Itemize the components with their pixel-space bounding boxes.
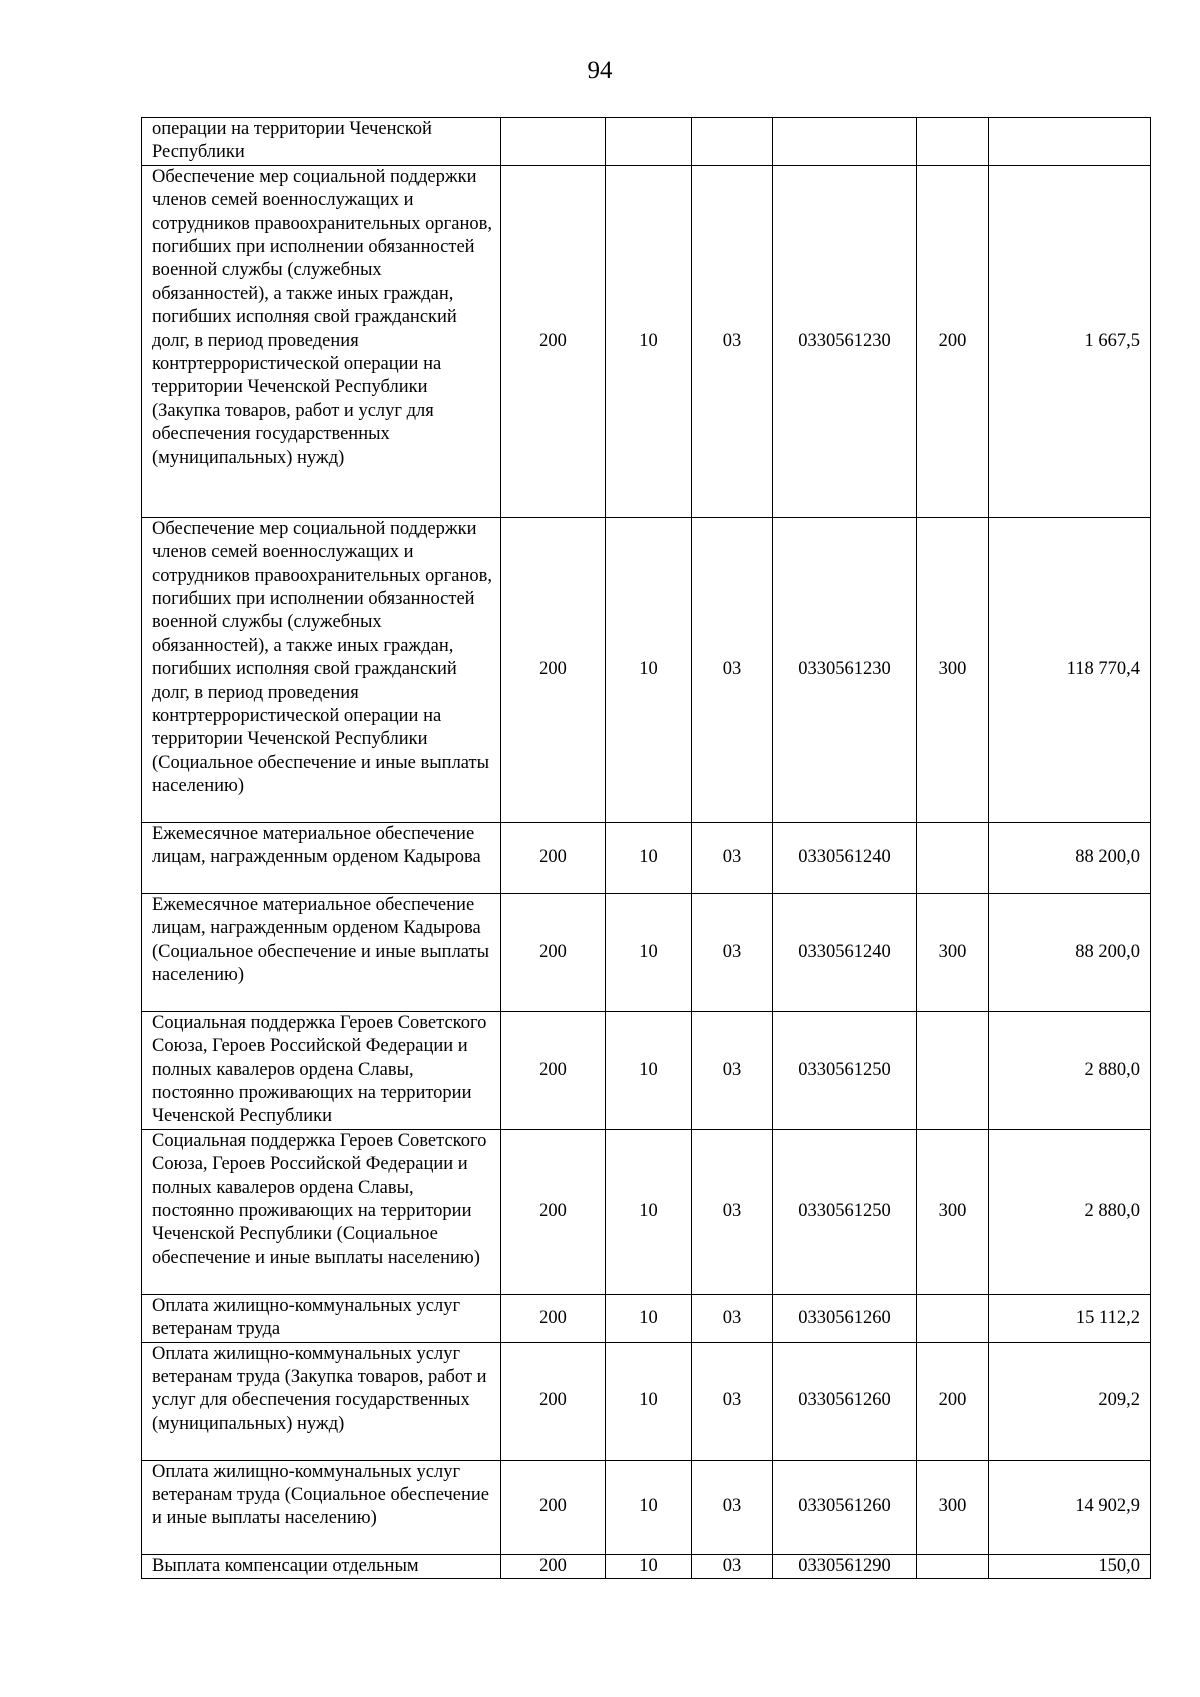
ministry-code: 200 [501, 517, 606, 822]
ministry-code: 200 [501, 1129, 606, 1294]
table-row [142, 1554, 1151, 1578]
table-row [142, 1460, 1151, 1554]
target-code: 0330561260 [773, 1342, 917, 1460]
subsection-code: 03 [692, 1342, 773, 1460]
row-name: Ежемесячное материальное обеспечение лицам, награжденным орденом Кадырова (Социальное обеспечение и иные выплаты населению) [142, 893, 501, 1011]
amount [989, 118, 1151, 166]
ministry-code: 200 [501, 1554, 606, 1578]
subsection-code: 03 [692, 1460, 773, 1554]
row-name: Ежемесячное материальное обеспечение лицам, награжденным орденом Кадырова [142, 822, 501, 893]
section-code: 10 [606, 1554, 692, 1578]
target-code: 0330561240 [773, 822, 917, 893]
subsection-code: 03 [692, 1554, 773, 1578]
amount: 1 667,5 [989, 165, 1151, 517]
expense-type-code: 200 [917, 1342, 989, 1460]
page-number: 94 [587, 57, 613, 84]
row-name: Обеспечение мер социальной поддержки членов семей военнослужащих и сотрудников правоохранительных органов, погибших при исполнении обязанностей военной службы (служебных обязанностей), а также иных граждан, погибших исполняя свой гражданский долг, в период проведения контртеррористической операции на территории Чеченской Республики (Социальное обеспечение и иные выплаты населению) [142, 517, 501, 822]
amount: 209,2 [989, 1342, 1151, 1460]
expense-type-code: 200 [917, 165, 989, 517]
subsection-code: 03 [692, 893, 773, 1011]
table-row [142, 1294, 1151, 1342]
target-code: 0330561260 [773, 1294, 917, 1342]
section-code: 10 [606, 822, 692, 893]
target-code: 0330561230 [773, 517, 917, 822]
expense-type-code: 300 [917, 1129, 989, 1294]
row-name: Социальная поддержка Героев Советского Союза, Героев Российской Федерации и полных кавалеров ордена Славы, постоянно проживающих на территории Чеченской Республики (Социальное обеспечение и иные выплаты населению) [142, 1129, 501, 1294]
row-name: операции на территории Чеченской Республики [142, 118, 501, 166]
subsection-code: 03 [692, 1294, 773, 1342]
row-name: Обеспечение мер социальной поддержки членов семей военнослужащих и сотрудников правоохранительных органов, погибших при исполнении обязанностей военной службы (служебных обязанностей), а также иных граждан, погибших исполняя свой гражданский долг, в период проведения контртеррористической операции на территории Чеченской Республики (Закупка товаров, работ и услуг для обеспечения государственных (муниципальных) нужд) [142, 165, 501, 517]
table-row [142, 893, 1151, 1011]
expense-type-code [917, 822, 989, 893]
table-row [142, 1011, 1151, 1129]
amount: 15 112,2 [989, 1294, 1151, 1342]
expense-type-code [917, 1294, 989, 1342]
section-code: 10 [606, 1011, 692, 1129]
ministry-code: 200 [501, 165, 606, 517]
section-code: 10 [606, 165, 692, 517]
target-code: 0330561290 [773, 1554, 917, 1578]
expense-type-code [917, 1554, 989, 1578]
row-name: Социальная поддержка Героев Советского Союза, Героев Российской Федерации и полных кавалеров ордена Славы, постоянно проживающих на территории Чеченской Республики [142, 1011, 501, 1129]
amount: 2 880,0 [989, 1129, 1151, 1294]
table-row [142, 118, 1151, 166]
budget-table-body [142, 118, 1151, 1579]
section-code: 10 [606, 1294, 692, 1342]
section-code: 10 [606, 1342, 692, 1460]
amount: 88 200,0 [989, 822, 1151, 893]
expense-type-code: 300 [917, 1460, 989, 1554]
ministry-code: 200 [501, 1294, 606, 1342]
table-row [142, 165, 1151, 517]
row-name: Оплата жилищно-коммунальных услуг ветеранам труда (Закупка товаров, работ и услуг для обеспечения государственных (муниципальных) нужд) [142, 1342, 501, 1460]
target-code: 0330561260 [773, 1460, 917, 1554]
subsection-code: 03 [692, 1129, 773, 1294]
ministry-code: 200 [501, 1460, 606, 1554]
expense-type-code: 300 [917, 893, 989, 1011]
target-code: 0330561240 [773, 893, 917, 1011]
section-code: 10 [606, 517, 692, 822]
target-code: 0330561250 [773, 1011, 917, 1129]
subsection-code: 03 [692, 1011, 773, 1129]
subsection-code: 03 [692, 822, 773, 893]
subsection-code: 03 [692, 517, 773, 822]
amount: 88 200,0 [989, 893, 1151, 1011]
expense-type-code [917, 1011, 989, 1129]
budget-table [141, 117, 1151, 1579]
ministry-code [501, 118, 606, 166]
ministry-code: 200 [501, 893, 606, 1011]
amount: 14 902,9 [989, 1460, 1151, 1554]
table-row [142, 822, 1151, 893]
ministry-code: 200 [501, 1342, 606, 1460]
subsection-code [692, 118, 773, 166]
expense-type-code: 300 [917, 517, 989, 822]
amount: 118 770,4 [989, 517, 1151, 822]
amount: 2 880,0 [989, 1011, 1151, 1129]
table-row [142, 1342, 1151, 1460]
expense-type-code [917, 118, 989, 166]
section-code: 10 [606, 1129, 692, 1294]
ministry-code: 200 [501, 1011, 606, 1129]
table-row [142, 1129, 1151, 1294]
section-code: 10 [606, 1460, 692, 1554]
amount: 150,0 [989, 1554, 1151, 1578]
table-row [142, 517, 1151, 822]
target-code [773, 118, 917, 166]
section-code: 10 [606, 893, 692, 1011]
target-code: 0330561250 [773, 1129, 917, 1294]
subsection-code: 03 [692, 165, 773, 517]
row-name: Выплата компенсации отдельным [142, 1554, 501, 1578]
section-code [606, 118, 692, 166]
ministry-code: 200 [501, 822, 606, 893]
row-name: Оплата жилищно-коммунальных услуг ветеранам труда (Социальное обеспечение и иные выплаты населению) [142, 1460, 501, 1554]
target-code: 0330561230 [773, 165, 917, 517]
row-name: Оплата жилищно-коммунальных услуг ветеранам труда [142, 1294, 501, 1342]
